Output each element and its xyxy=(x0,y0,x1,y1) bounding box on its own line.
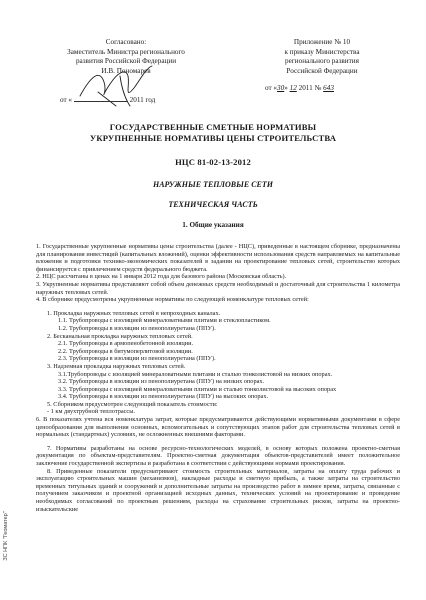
appendix-line-3: регионального развития xyxy=(285,57,359,66)
title-line-1: ГОСУДАРСТВЕННЫЕ СМЕТНЫЕ НОРМАТИВЫ xyxy=(109,122,317,132)
title-line-2: УКРУПНЕННЫЕ НОРМАТИВЫ ЦЕНЫ СТРОИТЕЛЬСТВА xyxy=(89,132,337,143)
appendix-line-1: Приложение № 10 xyxy=(293,38,351,46)
approval-date-blank xyxy=(74,95,128,102)
paragraph-6: 6. В показателях учтена вся номенклатура затрат, которые предусматриваются действующими нормативными документами в сфере ценообразования для выполнения основных, вспомогательных и сопутствующих этапов работ для строительства тепловых сетей в нормальных (стандартных) условиях, не осложненных внешними факторами. xyxy=(36,416,400,439)
side-stamp-text: ЗС НПК "Геоматер" xyxy=(3,511,9,561)
list-item: 5. Сборником предусмотрен следующий показатель стоимости: xyxy=(47,400,218,408)
approval-date-suffix: 2011 год xyxy=(129,96,156,104)
appendix-day: 30 xyxy=(277,84,285,92)
appendix-month: 12 xyxy=(289,84,297,92)
body-text xyxy=(36,243,400,513)
paragraph-2: 2. НЦС рассчитаны в ценах на 1 января 2012 года для базового района (Московская область). xyxy=(36,273,287,281)
approval-date xyxy=(60,95,200,106)
list-item: 3.1.Трубопроводы с изоляцией минераловатными плитами и сталью тонколистовой на низких опорах. xyxy=(58,370,333,378)
paragraph-8: 8. Приведенные показатели предусматривают стоимость строительных материалов, затраты на оплату труда рабочих и эксплуатацию строительных машин (механизмов), накладные расходы и сметную прибыль, а также затраты на строительство временных титульных зданий и сооружений и дополнительные затраты на производство работ в зимнее время, затраты, связанные с получением заказчиком и проектной организацией исходных данных, технических условий на проектирование и проведение необходимых согласований по проектным решениям, расходы на страхование строительных рисков, затраты на проектно-изыскательские xyxy=(36,467,400,513)
list-item: 2.1. Трубопроводы в армопенобетонной изоляции. xyxy=(58,340,194,348)
approval-line-2: Заместитель Министра регионального xyxy=(67,47,185,56)
list-item: 2.3. Трубопроводы в изоляции из пенополиуретана (ППУ). xyxy=(58,355,216,363)
approval-line-1: Согласовано: xyxy=(105,38,147,46)
approval-line-3: развития Российской Федерации xyxy=(75,57,177,66)
list-item: 3.4. Трубопроводы в изоляции из пенополиуретана (ППУ) на высоких опорах. xyxy=(58,393,269,401)
paragraph-7: 7. Нормативы разработаны на основе ресурсно-технологических моделей, в основу которых положена проектно-сметная документация по объектам-представителям. Проектно-сметная документация объектов-представителей имеет положительное заключение государственной экспертизы и разработана в соответствии с действующими нормами проектирования. xyxy=(36,444,400,468)
appendix-block xyxy=(262,38,382,76)
section-title: 1. Общие указания xyxy=(182,221,244,229)
list-item: 1.2. Трубопроводы в изоляции из пенополиуретана (ППУ). xyxy=(58,324,216,332)
title-block xyxy=(0,122,426,143)
appendix-year: 2011 № xyxy=(298,84,322,92)
list-item: - 1 км двухтрубной теплотрассы. xyxy=(47,408,136,416)
appendix-number: 643 xyxy=(323,84,334,92)
list-item: 3.2. Трубопроводы в изоляции из пенополиуретана (ППУ) на низких опорах. xyxy=(58,378,265,386)
list-item: 2. Бесканальная прокладка наружных тепловых сетей. xyxy=(47,332,193,340)
appendix-line-4: Российской Федерации xyxy=(286,66,358,75)
appendix-date-prefix: от « xyxy=(265,84,278,92)
list-item: 2.2. Трубопроводы в битумоперлитовой изоляции. xyxy=(58,347,193,355)
list-item: 3.3. Трубопроводы с изоляцией минераловатными плитами и сталью тонколистовой на высоких опорах xyxy=(58,385,337,393)
part-title: ТЕХНИЧЕСКАЯ ЧАСТЬ xyxy=(168,200,258,209)
paragraph-1: 1. Государственные укрупненные нормативы цены строительства (далее - НЦС), приведенные в настоящем сборнике, предназначены для планирования инвестиций (капитальных вложений), оценки эффективности использования средств направляемых на капитальные вложения и подготовки технико-экономических показателей в задании на проектирование тепловых сетей, строительство которых финансируется с привлечением средств федерального бюджета. xyxy=(36,243,400,273)
approval-date-prefix: от « xyxy=(60,96,73,104)
list-item: 1.1. Трубопроводы с изоляцией минераловатными плитами и стеклопластиком. xyxy=(58,317,271,325)
approval-line-4: И.В. Пономарев xyxy=(101,66,151,75)
paragraph-3: 3. Укрупненные нормативы представляют собой объем денежных средств необходимый и достаточный для строительства 1 километра наружных тепловых сетей. xyxy=(36,280,400,296)
subject-title: НАРУЖНЫЕ ТЕПЛОВЫЕ СЕТИ xyxy=(152,180,274,189)
list-item: 3. Надземная прокладка наружных тепловых сетей. xyxy=(47,362,186,370)
side-stamp xyxy=(2,476,10,596)
list-item: 1. Прокладка наружных тепловых сетей в непроходных каналах. xyxy=(47,309,221,317)
appendix-line-2: к приказу Министерства xyxy=(284,47,360,56)
appendix-date: от «30» 12 2011 № 643 xyxy=(265,84,334,92)
code-title: НЦС 81-02-13-2012 xyxy=(175,157,251,167)
paragraph-4: 4. В сборнике предусмотрены укрупненные нормативы по следующей номенклатуре тепловых сетей: xyxy=(36,296,309,304)
